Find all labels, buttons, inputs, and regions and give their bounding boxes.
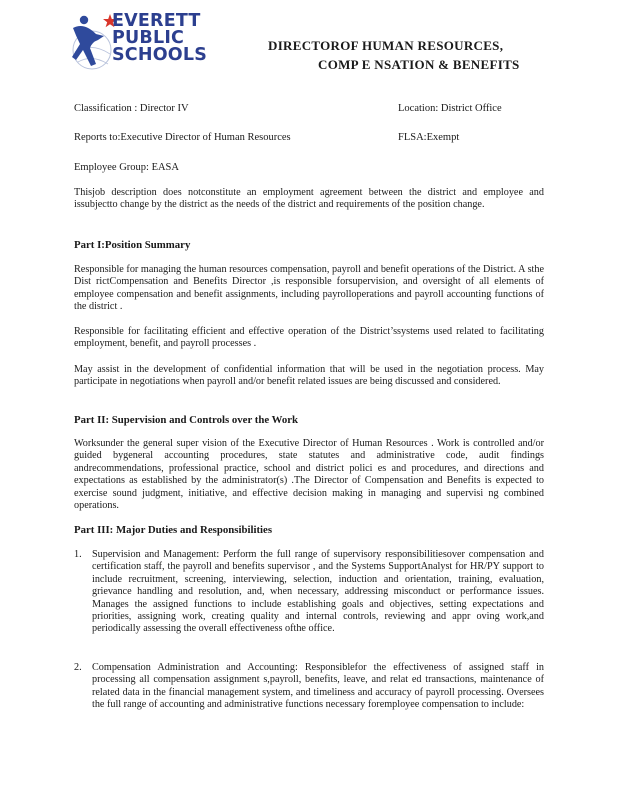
logo-line-1: EVERETT [112, 11, 201, 31]
title-line-2: COMP E NSATION & BENEFITS [318, 57, 520, 72]
logo-line-2: PUBLIC [112, 28, 185, 48]
duty-item-2 [74, 662, 544, 712]
intro-paragraph: Thisjob description does notconstitute an employment agreement between the district and employee and issubjectto change by the district as the needs of the district and requirements of the position change. [74, 187, 544, 211]
part-1-paragraph-3: May assist in the development of confidential information that will be used in the negotiation process. May participate in negotiations when payroll and/or benefit related issues are being discussed and considered. [74, 364, 544, 388]
part-1-paragraph-1: Responsible for managing the human resources compensation, payroll and benefit operations of the District. A sthe Dist rictCompensation and Benefits Director ,is responsible forsupervision, and oversight of all elements of employee compensation and benefit assignments, including payrolloperations and payroll accounting functions of the district . [74, 264, 544, 313]
part-3-heading: Part III: Major Duties and Responsibilities [74, 524, 273, 536]
employee-group: Employee Group: EASA [74, 162, 179, 173]
everett-public-schools-logo [70, 12, 240, 82]
location: Location: District Office [398, 103, 502, 114]
part-1-paragraph-2: Responsible for facilitating efficient and effective operation of the District’ssystems used related to facilitating employment, benefit, and payroll processes . [74, 326, 544, 350]
title-line-1: DIRECTOROF HUMAN RESOURCES, [268, 38, 504, 53]
duty-item-number: 2. [74, 662, 82, 673]
logo-wordmark [112, 13, 207, 64]
logo-line-3: SCHOOLS [112, 45, 208, 65]
part-2-heading: Part II: Supervision and Controls over the Work [74, 414, 299, 426]
part-1-heading: Part I:Position Summary [74, 239, 191, 251]
duty-item-text: Supervision and Management: Perform the full range of supervisory responsibilitiesover compensation and certification staff, the payroll and benefits supervisor , and the Systems SupportAnalyst for HR/PY support to include recruitment, screening, interviewing, selection, induction and orientation, training, evaluation, grievance handling and resolution, and, when necessary, addressing misconduct or performance issues. Manages the assigned functions to include establishing goals and objectives, setting expectations and priorities, assigning work, creating quality and internal controls, reviewing and appr oving work,and periodically assessing the overall effectiveness ofthe office. [92, 549, 544, 635]
part-2-paragraph-1: Worksunder the general super vision of the Executive Director of Human Resources . Work is controlled and/or guided bygeneral accounting procedures, state statutes and administrative code, audit findings andrecommendations, professional practice, school and district polici es and procedures, and directions and expectations as established by the administrator(s) .The Director of Compensation and Benefits is expected to exercise sound judgment, initiative, and effective decision making in managing and supervisi ng combined operations. [74, 438, 544, 512]
duty-item-1 [74, 549, 544, 636]
classification: Classification : Director IV [74, 103, 189, 114]
duty-item-number: 1. [74, 549, 82, 560]
reports-to: Reports to:Executive Director of Human Resources [74, 132, 291, 143]
duty-item-text: Compensation Administration and Accounting: Responsiblefor the effectiveness of assigned staff in processing all compensation assignment s,payroll, benefits, leave, and relat ed transactions, maintenance of related data in the financial management system, and timeliness and accuracy of payroll processing. Oversees the full range of accounting and administrative functions necessary foremployee compensation to include: [92, 662, 544, 711]
document-title [268, 36, 538, 74]
logo-figure-icon [70, 12, 116, 74]
flsa-status: FLSA:Exempt [398, 132, 460, 143]
